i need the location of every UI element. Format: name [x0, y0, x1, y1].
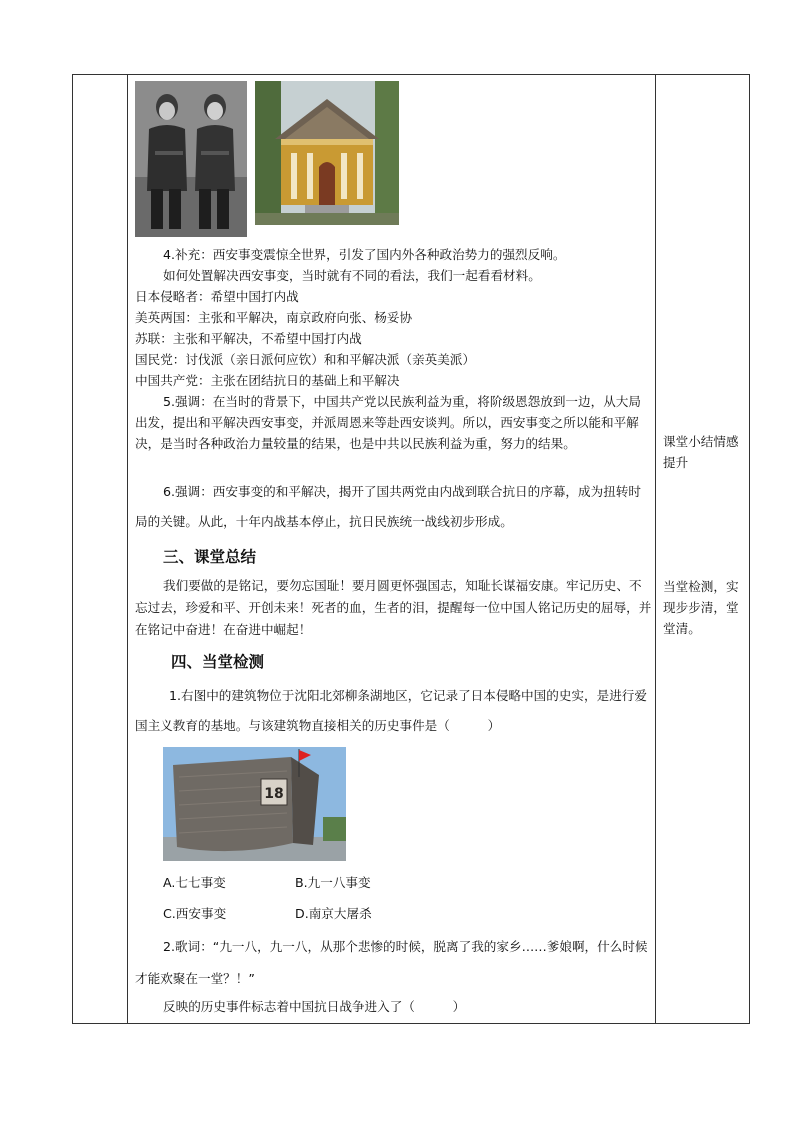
view-ussr: 苏联：主张和平解决，不希望中国打内战 [135, 331, 362, 346]
section-heading-test: 四、当堂检测 [171, 653, 265, 671]
lesson-table [72, 74, 750, 1024]
summary-paragraph: 我们要做的是铭记，要勿忘国耻！要月圆更怀强国志，知耻长谋福安康。牢记历史、不忘过去，珍爱和平、开创未来！死者的血，生者的泪，提醒每一位中国人铭记历史的屈辱，并在铭记中奋进！在奋进中崛起！ [135, 578, 652, 637]
question-1: 1.右图中的建筑物位于沈阳北郊柳条湖地区，它记录了日本侵略中国的史实，是进行爱国主义教育的基地。与该建筑物直接相关的历史事件是（ ） [135, 688, 647, 733]
monument-number: 18 [264, 786, 284, 802]
question-2: 2.歌词：“九一八，九一八，从那个悲惨的时候，脱离了我的家乡……爹娘啊，什么时候才能欢聚在一堂？！” [135, 939, 648, 986]
option-c: C.西安事变 [163, 906, 227, 921]
historical-building-photo [255, 81, 399, 225]
historical-photo-two-officers [135, 81, 247, 237]
item-4-text: 4.补充：西安事变震惊全世界，引发了国内外各种政治势力的强烈反响。 [163, 247, 566, 262]
view-us-uk: 美英两国：主张和平解决，南京政府向张、杨妥协 [135, 310, 413, 325]
item-6-paragraph: 6.强调：西安事变的和平解决，揭开了国共两党由内战到联合抗日的序幕，成为扭转时局的关键。从此，十年内战基本停止，抗日民族统一战线初步形成。 [135, 484, 641, 529]
side-note-test: 当堂检测，实现步步清，堂堂清。 [663, 579, 739, 636]
column-divider-left [127, 75, 128, 1023]
option-b: B.九一八事变 [295, 875, 371, 890]
monument-918-photo [163, 747, 346, 861]
intro-text: 如何处置解决西安事变，当时就有不同的看法，我们一起看看材料。 [163, 268, 541, 283]
section-heading-summary: 三、课堂总结 [163, 548, 257, 566]
question-2-continued: 反映的历史事件标志着中国抗日战争进入了（ ） [163, 999, 466, 1014]
option-a: A.七七事变 [163, 875, 226, 890]
side-note-summary: 课堂小结情感提升 [663, 434, 739, 470]
item-5-paragraph: 5.强调：在当时的背景下，中国共产党以民族利益为重，将阶级恩怨放到一边，从大局出发，提出和平解决西安事变，并派周恩来等赴西安谈判。所以，西安事变之所以能和平解决，是当时各种政治力量较量的结果，也是中共以民族利益为重，努力的结果。 [135, 394, 641, 451]
column-divider-right [655, 75, 656, 1023]
option-d: D.南京大屠杀 [295, 906, 372, 921]
view-japan: 日本侵略者：希望中国打内战 [135, 289, 299, 304]
view-kmt: 国民党：讨伐派（亲日派何应钦）和和平解决派（亲英美派） [135, 352, 476, 367]
view-ccp: 中国共产党：主张在团结抗日的基础上和平解决 [135, 373, 400, 388]
